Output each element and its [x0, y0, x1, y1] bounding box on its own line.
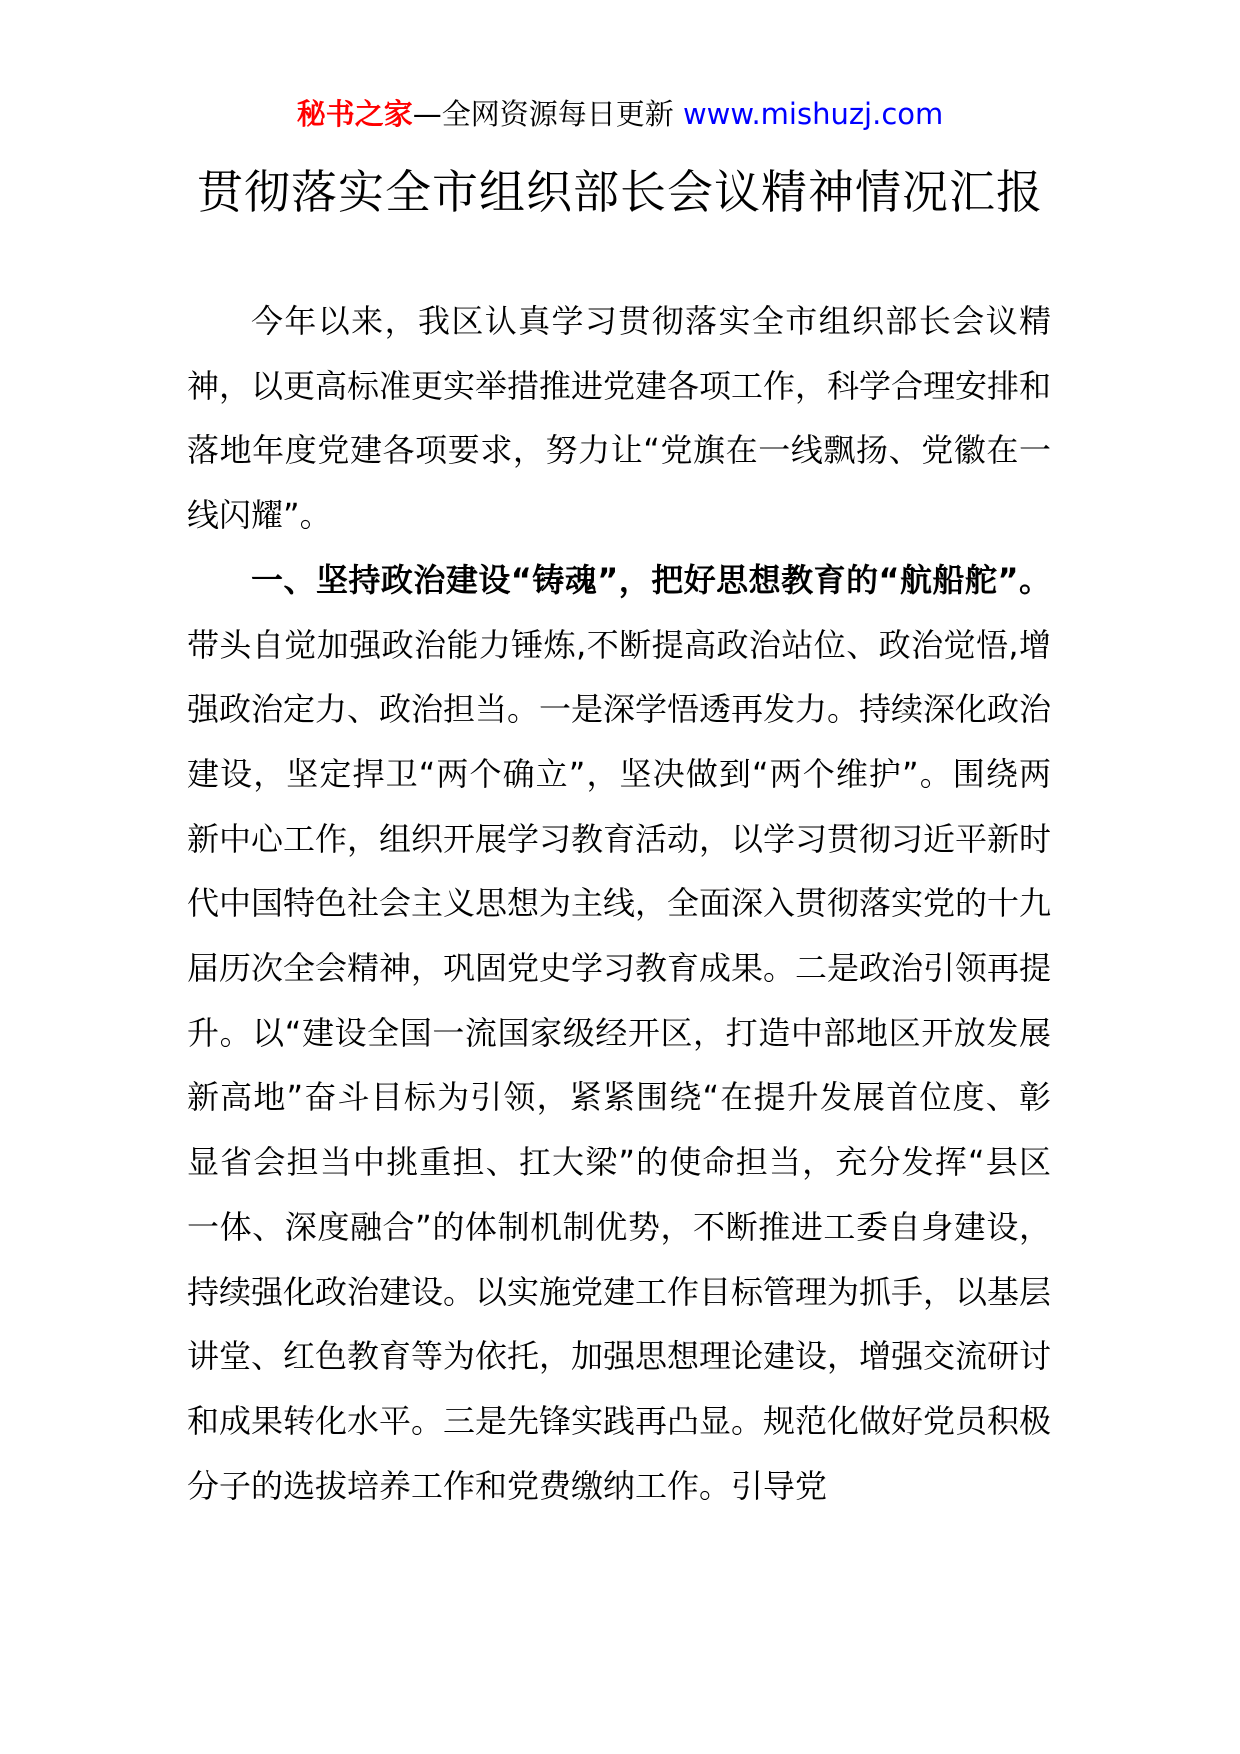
site-header [0, 96, 1240, 132]
header-slogan: —全网资源每日更新 [412, 97, 683, 131]
site-url[interactable]: www.mishuzj.com [682, 97, 944, 131]
intro-paragraph: 今年以来，我区认真学习贯彻落实全市组织部长会议精神，以更高标准更实举措推进党建各项工作，科学合理安排和落地年度党建各项要求，努力让“党旗在一线飘扬、党徽在一线闪耀”。 [187, 302, 1052, 535]
brand-name: 秘书之家 [296, 97, 413, 131]
document-title: 贯彻落实全市组织部长会议精神情况汇报 [197, 165, 1043, 219]
section-1-body: 带头自觉加强政治能力锤炼,不断提高政治站位、政治觉悟,增强政治定力、政治担当。一是深学悟透再发力。持续深化政治建设，坚定捍卫“两个确立”，坚决做到“两个维护”。围绕两新中心工作，组织开展学习教育活动，以学习贯彻习近平新时代中国特色社会主义思想为主线，全面深入贯彻落实党的十九届历次全会精神，巩固党史学习教育成果。二是政治引领再提升。以“建设全国一流国家级经开区，打造中部地区开放发展新高地”奋斗目标为引领，紧紧围绕“在提升发展首位度、彰显省会担当中挑重担、扛大梁”的使命担当，充分发挥“县区一体、深度融合”的体制机制优势，不断推进工委自身建设，持续强化政治建设。以实施党建工作目标管理为抓手，以基层讲堂、红色教育等为依托，加强思想理论建设，增强交流研讨和成果转化水平。三是先锋实践再凸显。规范化做好党员积极分子的选拔培养工作和党费缴纳工作。引导党 [187, 625, 1052, 1505]
section-1-paragraph [187, 548, 1051, 1519]
section-1-heading: 一、坚持政治建设“铸魂”，把好思想教育的“航船舵”。 [251, 560, 1051, 599]
document-body [187, 289, 1051, 1518]
